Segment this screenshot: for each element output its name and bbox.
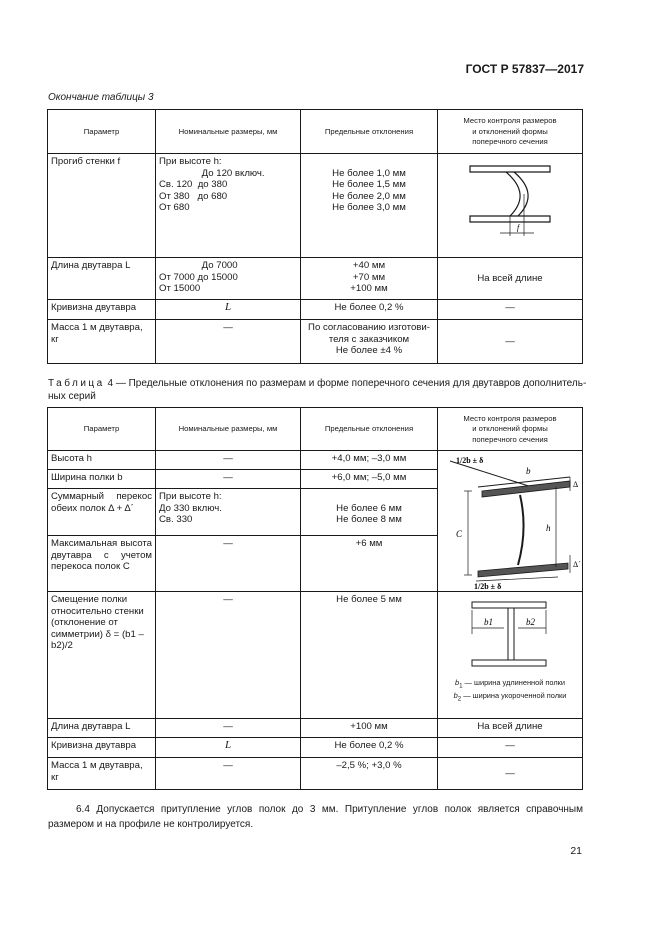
nominal-cell: L (156, 300, 301, 320)
nominal-cell: — (156, 536, 301, 592)
nominal-cell: При высоте h: До 120 включ. Св. 120 до 380 От 380 до 680 От 680 (156, 154, 301, 258)
col-header-param: Параметр (48, 110, 156, 154)
col-header-control: Место контроля размеров и отклонений формы поперечного сечения (438, 110, 583, 154)
deviation-cell: Не более 0,2 % (301, 300, 438, 320)
col-header-param: Параметр (48, 408, 156, 451)
deviation-cell: Не более 5 мм (301, 592, 438, 719)
fig-label-b2: b2 (526, 617, 535, 627)
col-header-nominal: Номинальные размеры, мм (156, 408, 301, 451)
deviation-cell: +6 мм (301, 536, 438, 592)
nominal-cell: — (156, 592, 301, 719)
page-number: 21 (570, 845, 582, 857)
deviation-cell: +6,0 мм; –5,0 мм (301, 470, 438, 489)
fig-label-half-b-bottom: 1/2b ± δ (474, 582, 502, 589)
param-cell: Масса 1 м двутавра, кг (48, 758, 156, 790)
control-cell: На всей длине (438, 258, 583, 300)
table4-caption-text: 4 — Предельные отклонения по размерам и форме поперечного сечения для двутавров дополнитель- ных серий (48, 378, 587, 402)
param-cell: Смещение полки относительно стенки (отклонение от симметрии) δ = (b1 – b2)/2 (48, 592, 156, 719)
table-row (48, 758, 583, 790)
fig-label-half-b-top: 1/2b ± δ (456, 456, 484, 465)
table-header-row (48, 408, 583, 451)
nominal-cell: При высоте h: До 330 включ. Св. 330 (156, 489, 301, 536)
fig-label-f: f (517, 223, 520, 232)
deviation-cell: +4,0 мм; –3,0 мм (301, 451, 438, 470)
flange-offset-figure (438, 592, 583, 719)
fig-label-c: C (456, 529, 463, 539)
deviation-cell: Не более 1,0 мм Не более 1,5 мм Не более 2,0 мм Не более 3,0 мм (301, 154, 438, 258)
param-cell: Длина двутавра L (48, 258, 156, 300)
fig-label-delta-prime: Δ´ (573, 560, 581, 569)
param-cell: Кривизна двутавра (48, 738, 156, 758)
fig-label-h: h (546, 523, 551, 533)
fig-label-delta: Δ (573, 480, 579, 489)
legend-b1: $b_1$ — ширина удлиненной полки (454, 678, 566, 690)
table-header-row (48, 110, 583, 154)
document-id: ГОСТ Р 57837—2017 (465, 62, 584, 76)
control-cell: — (438, 300, 583, 320)
table-row (48, 719, 583, 738)
table-4 (47, 407, 583, 790)
col-header-nominal: Номинальные размеры, мм (156, 110, 301, 154)
nominal-cell: — (156, 470, 301, 489)
table-row (48, 154, 583, 258)
nominal-cell: — (156, 719, 301, 738)
table4-caption-prefix: Таблица (48, 378, 105, 389)
table3-caption: Окончание таблицы 3 (48, 92, 154, 103)
i-beam-web-deflection-drawing (438, 154, 582, 256)
table4-caption (48, 378, 616, 403)
col-header-control: Место контроля размеров и отклонений формы поперечного сечения (438, 408, 583, 451)
nominal-cell: — (156, 320, 301, 364)
param-cell: Кривизна двутавра (48, 300, 156, 320)
table-row (48, 738, 583, 758)
param-cell: Суммарный перекос обеих полок Δ + Δ´ (48, 489, 156, 536)
col-header-deviation: Предельные отклонения (301, 408, 438, 451)
param-cell: Масса 1 м двутавра, кг (48, 320, 156, 364)
fig-label-b1: b1 (484, 617, 493, 627)
param-text: Прогиб стенки f (51, 156, 121, 167)
paragraph-6-4: 6.4 Допускается притупление углов полок до 3 мм. Притупление углов полок является справочным размером и на профиле не контролируется. (48, 804, 583, 830)
fig-label-b: b (526, 466, 531, 476)
table-3 (47, 109, 583, 364)
control-cell: — (438, 738, 583, 758)
nominal-cell: — (156, 758, 301, 790)
deviation-cell: Не более 0,2 % (301, 738, 438, 758)
web-deflection-figure (438, 154, 583, 258)
param-cell: Высота h (48, 451, 156, 470)
deviation-cell: +100 мм (301, 719, 438, 738)
deviation-cell: +40 мм +70 мм +100 мм (301, 258, 438, 300)
control-cell: На всей длине (438, 719, 583, 738)
param-cell (48, 154, 156, 258)
legend-b2: $b_2$ — ширина укороченной полки (453, 691, 567, 703)
flange-skew-figure (438, 451, 583, 592)
nominal-cell: L (156, 738, 301, 758)
table-row (48, 300, 583, 320)
control-cell: — (438, 758, 583, 790)
param-cell: Длина двутавра L (48, 719, 156, 738)
col-header-deviation: Предельные отклонения (301, 110, 438, 154)
table-row (48, 592, 583, 719)
i-beam-flange-skew-drawing (438, 451, 582, 589)
figure-legend (438, 678, 582, 705)
deviation-cell: –2,5 %; +3,0 % (301, 758, 438, 790)
param-cell: Максимальная высота двутавра с учетом перекоса полок C (48, 536, 156, 592)
deviation-cell: По согласованию изготови- теля с заказчиком Не более ±4 % (301, 320, 438, 364)
table-row (48, 451, 583, 470)
param-cell: Ширина полки b (48, 470, 156, 489)
deviation-cell: Не более 6 мм Не более 8 мм (301, 489, 438, 536)
control-cell: — (438, 320, 583, 364)
nominal-cell: До 7000 От 7000 до 15000 От 15000 (156, 258, 301, 300)
table-row (48, 320, 583, 364)
nominal-cell: — (156, 451, 301, 470)
table-row (48, 258, 583, 300)
i-beam-flange-offset-drawing (438, 592, 582, 676)
